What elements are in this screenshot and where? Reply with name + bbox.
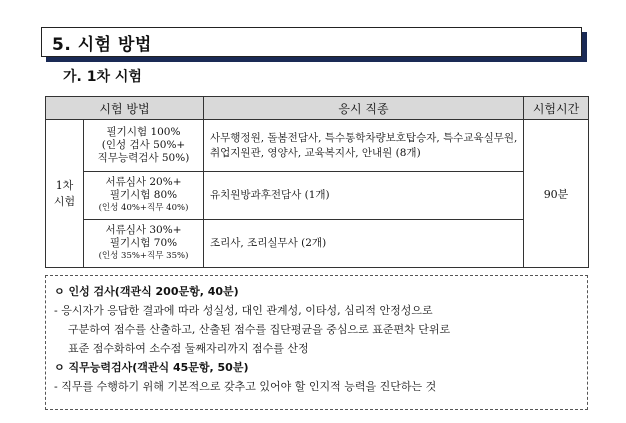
header-jobs: 응시 직종 bbox=[204, 97, 524, 120]
header-method: 시험 방법 bbox=[46, 97, 204, 120]
method-cell bbox=[84, 120, 204, 172]
note-line: - 응시자가 응답한 결과에 따라 성실성, 대인 관계성, 이타성, 심리적 안정성으로 bbox=[54, 304, 433, 317]
header-time: 시험시간 bbox=[524, 97, 589, 120]
note-aptitude-heading: ㅇ 직무능력검사(객관식 45문항, 50분) bbox=[54, 361, 249, 374]
jobs-cell: 사무행정원, 돌봄전담사, 특수통학차량보호탑승자, 특수교육실무원, 취업지원관, 영양사, 교육복지사, 안내원 (8개) bbox=[204, 120, 524, 172]
notes-box bbox=[45, 275, 588, 410]
note-personality-heading: ㅇ 인성 검사(객관식 200문항, 40분) bbox=[54, 285, 239, 298]
jobs-cell: 조리사, 조리실무사 (2개) bbox=[204, 220, 524, 268]
method-cell bbox=[84, 172, 204, 220]
note-line: 구분하여 점수를 산출하고, 산출된 점수를 집단평균을 중심으로 표준편차 단위로 bbox=[68, 323, 451, 336]
section-title: 5. 시험 방법 bbox=[52, 34, 152, 55]
method-line: (인성 35%+직무 35%) bbox=[98, 251, 189, 261]
method-line: (인성 40%+직무 40%) bbox=[98, 203, 189, 213]
method-line: (인성 검사 50%+ bbox=[101, 139, 186, 151]
method-line: 필기시험 70% bbox=[109, 237, 178, 249]
exam-method-table bbox=[45, 96, 589, 268]
note-line: 표준 점수화하여 소수점 둘째자리까지 점수를 산정 bbox=[68, 342, 309, 355]
note-line: - 직무를 수행하기 위해 기본적으로 갖추고 있어야 할 인지적 능력을 진단하는 것 bbox=[54, 380, 437, 393]
table-row bbox=[46, 220, 589, 268]
table-row bbox=[46, 172, 589, 220]
method-line: 필기시험 100% bbox=[106, 126, 181, 138]
method-line: 필기시험 80% bbox=[109, 189, 178, 201]
subsection-title: 가. 1차 시험 bbox=[63, 69, 142, 85]
table-row bbox=[46, 120, 589, 172]
method-line: 서류심사 30%+ bbox=[105, 224, 182, 236]
table-header-row bbox=[46, 97, 589, 120]
jobs-cell: 유치원방과후전담사 (1개) bbox=[204, 172, 524, 220]
time-cell: 90분 bbox=[524, 120, 589, 268]
method-cell bbox=[84, 220, 204, 268]
method-line: 서류심사 20%+ bbox=[105, 176, 182, 188]
row-group-label: 1차 시험 bbox=[46, 120, 84, 268]
method-line: 직무능력검사 50%) bbox=[97, 152, 190, 164]
section-title-box bbox=[41, 27, 582, 57]
